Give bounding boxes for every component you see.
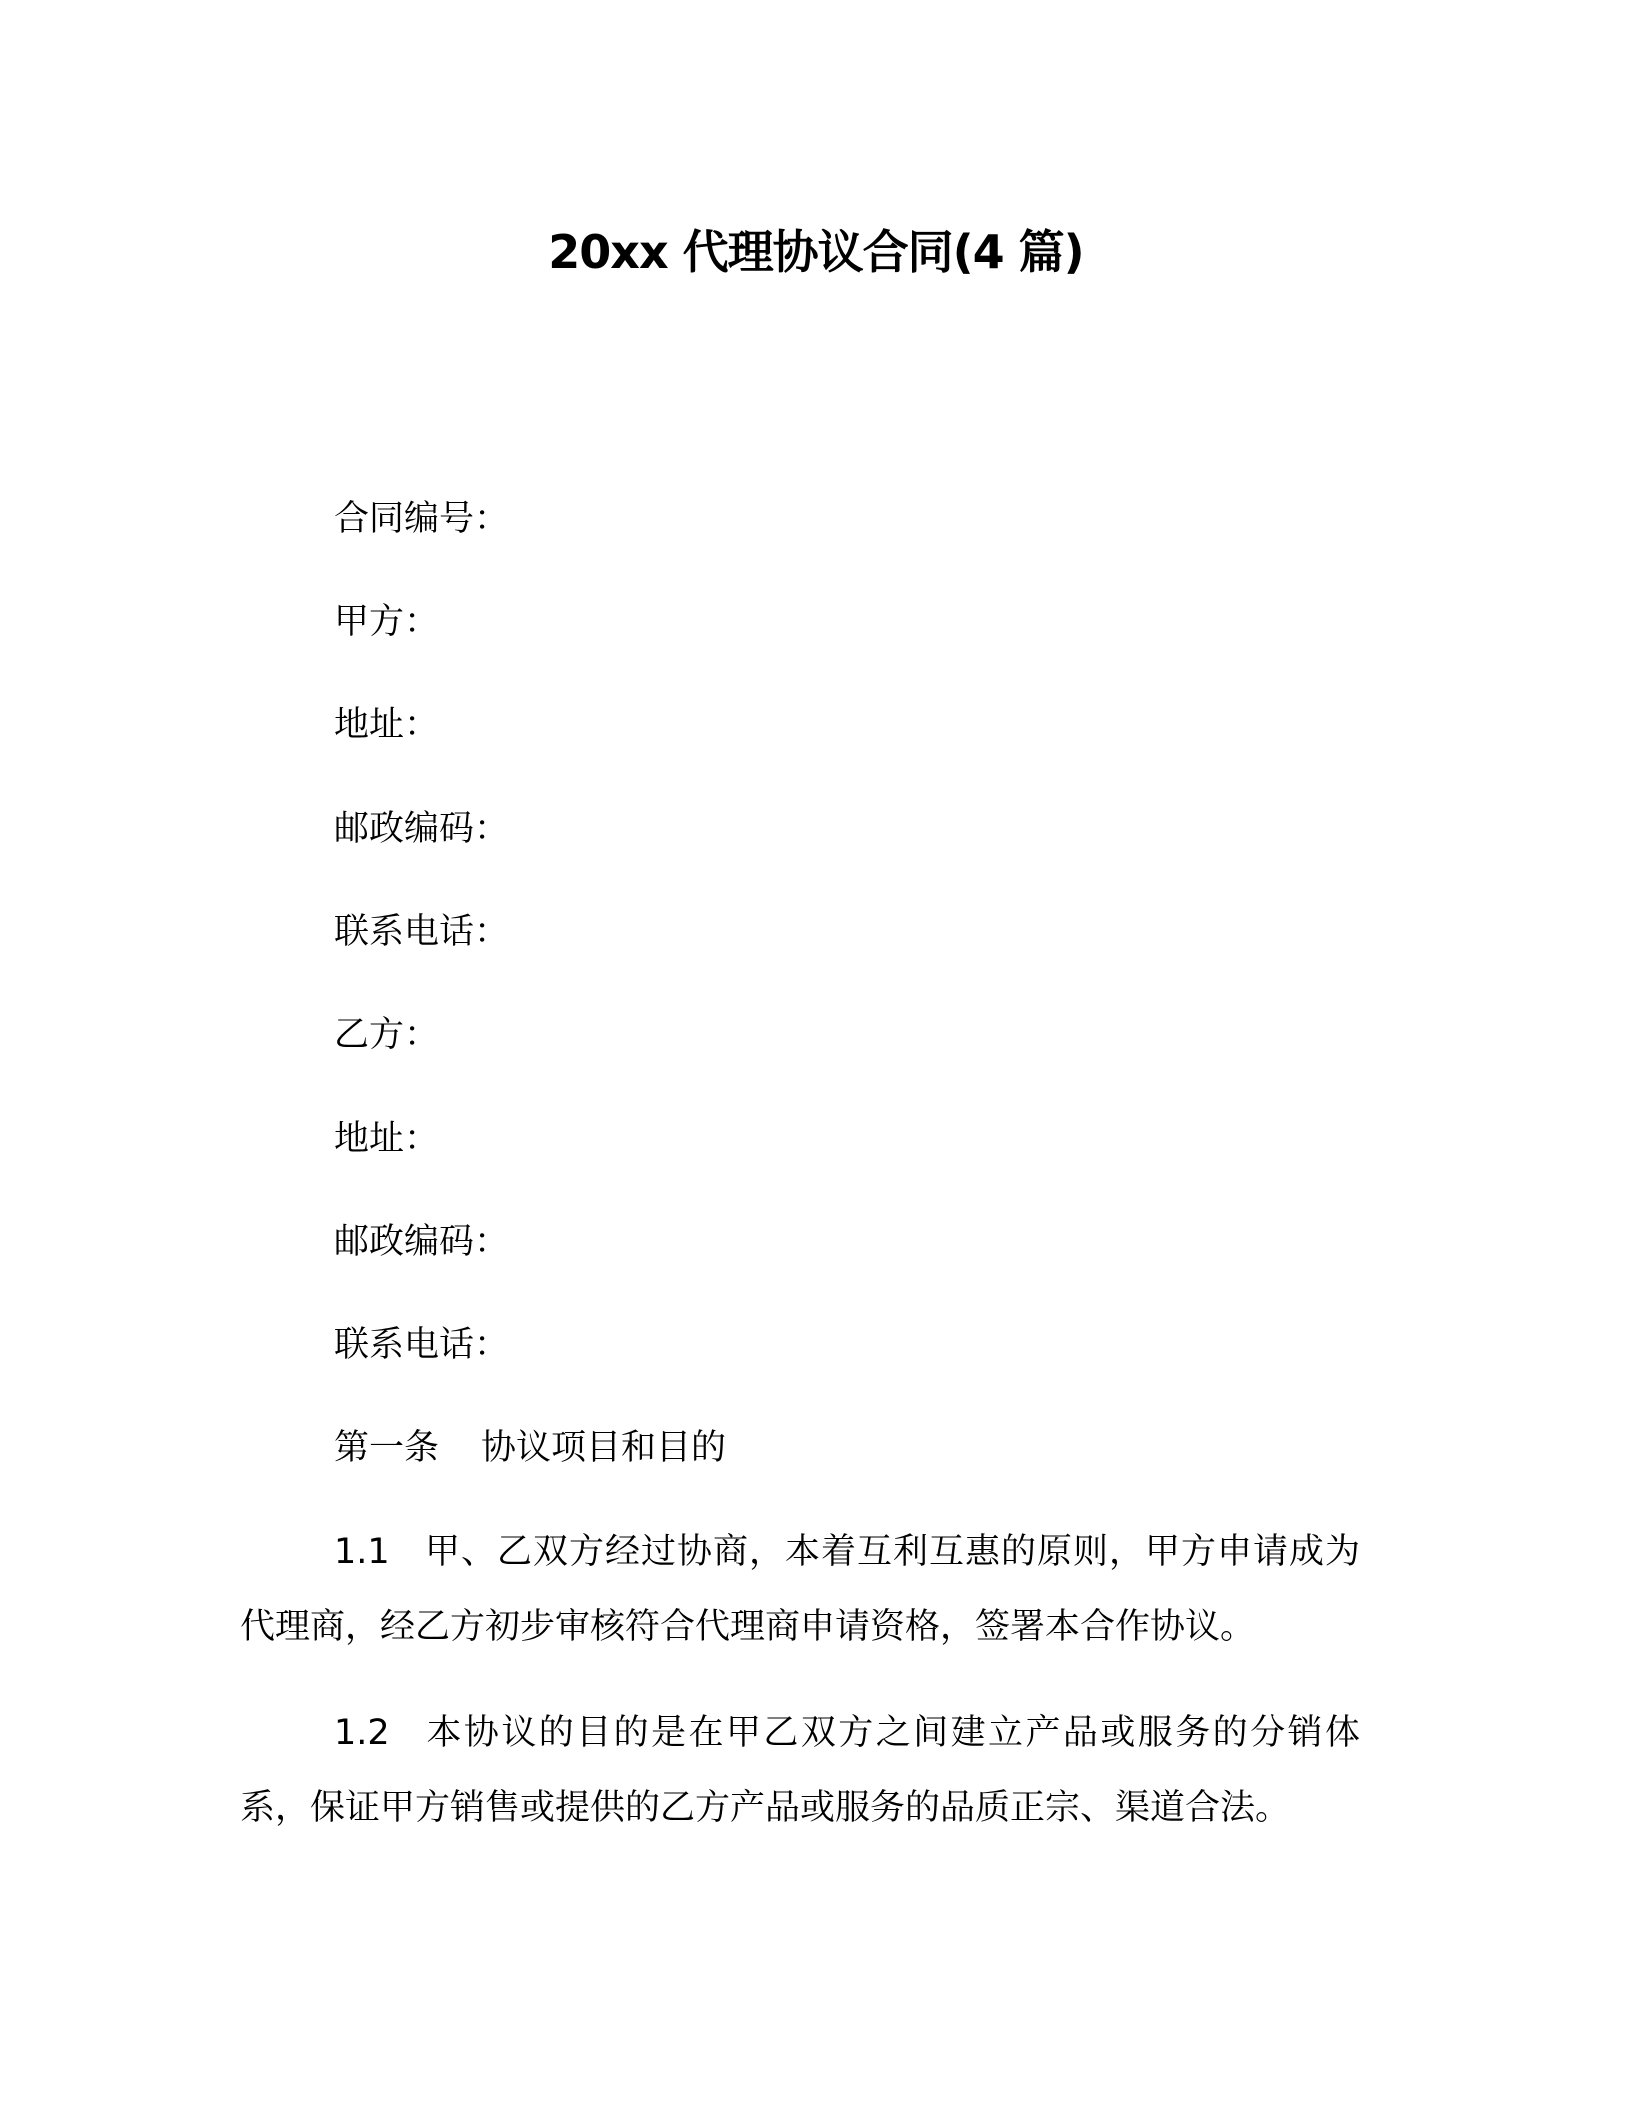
party-b-postcode-label: 邮政编码： [334,1222,510,1262]
section-heading [334,1423,726,1473]
party-b-label: 乙方： [334,1015,440,1055]
clause-paragraph [240,1515,1360,1665]
section-title: 协议项目和目的 [481,1428,727,1468]
clause-text: 本协议的目的是在甲乙双方之间建立产品或服务的分销体系，保证甲方销售或提供的乙方产品或服务的品质正宗、渠道合法。 [240,1713,1360,1828]
clause-text: 甲、乙双方经过协商，本着互利互惠的原则，甲方申请成为 代理商，经乙方初步审核符合代理商申请资格，签署本合作协议。 [240,1532,1360,1647]
party-a-label: 甲方： [334,602,440,642]
party-b-address-label: 地址： [334,1119,440,1159]
contract-number-label: 合同编号： [334,499,510,539]
party-b-phone-label: 联系电话： [334,1325,510,1365]
party-a-phone-label: 联系电话： [334,912,510,952]
clause-number: 1.2 [334,1713,390,1753]
clause-paragraph [240,1696,1360,1846]
party-a-address-label: 地址： [334,705,440,745]
clause-number: 1.1 [334,1532,390,1572]
party-a-postcode-label: 邮政编码： [334,809,510,849]
document-title: 20xx 代理协议合同(4 篇) [548,225,1084,279]
section-number: 第一条 [334,1428,440,1468]
